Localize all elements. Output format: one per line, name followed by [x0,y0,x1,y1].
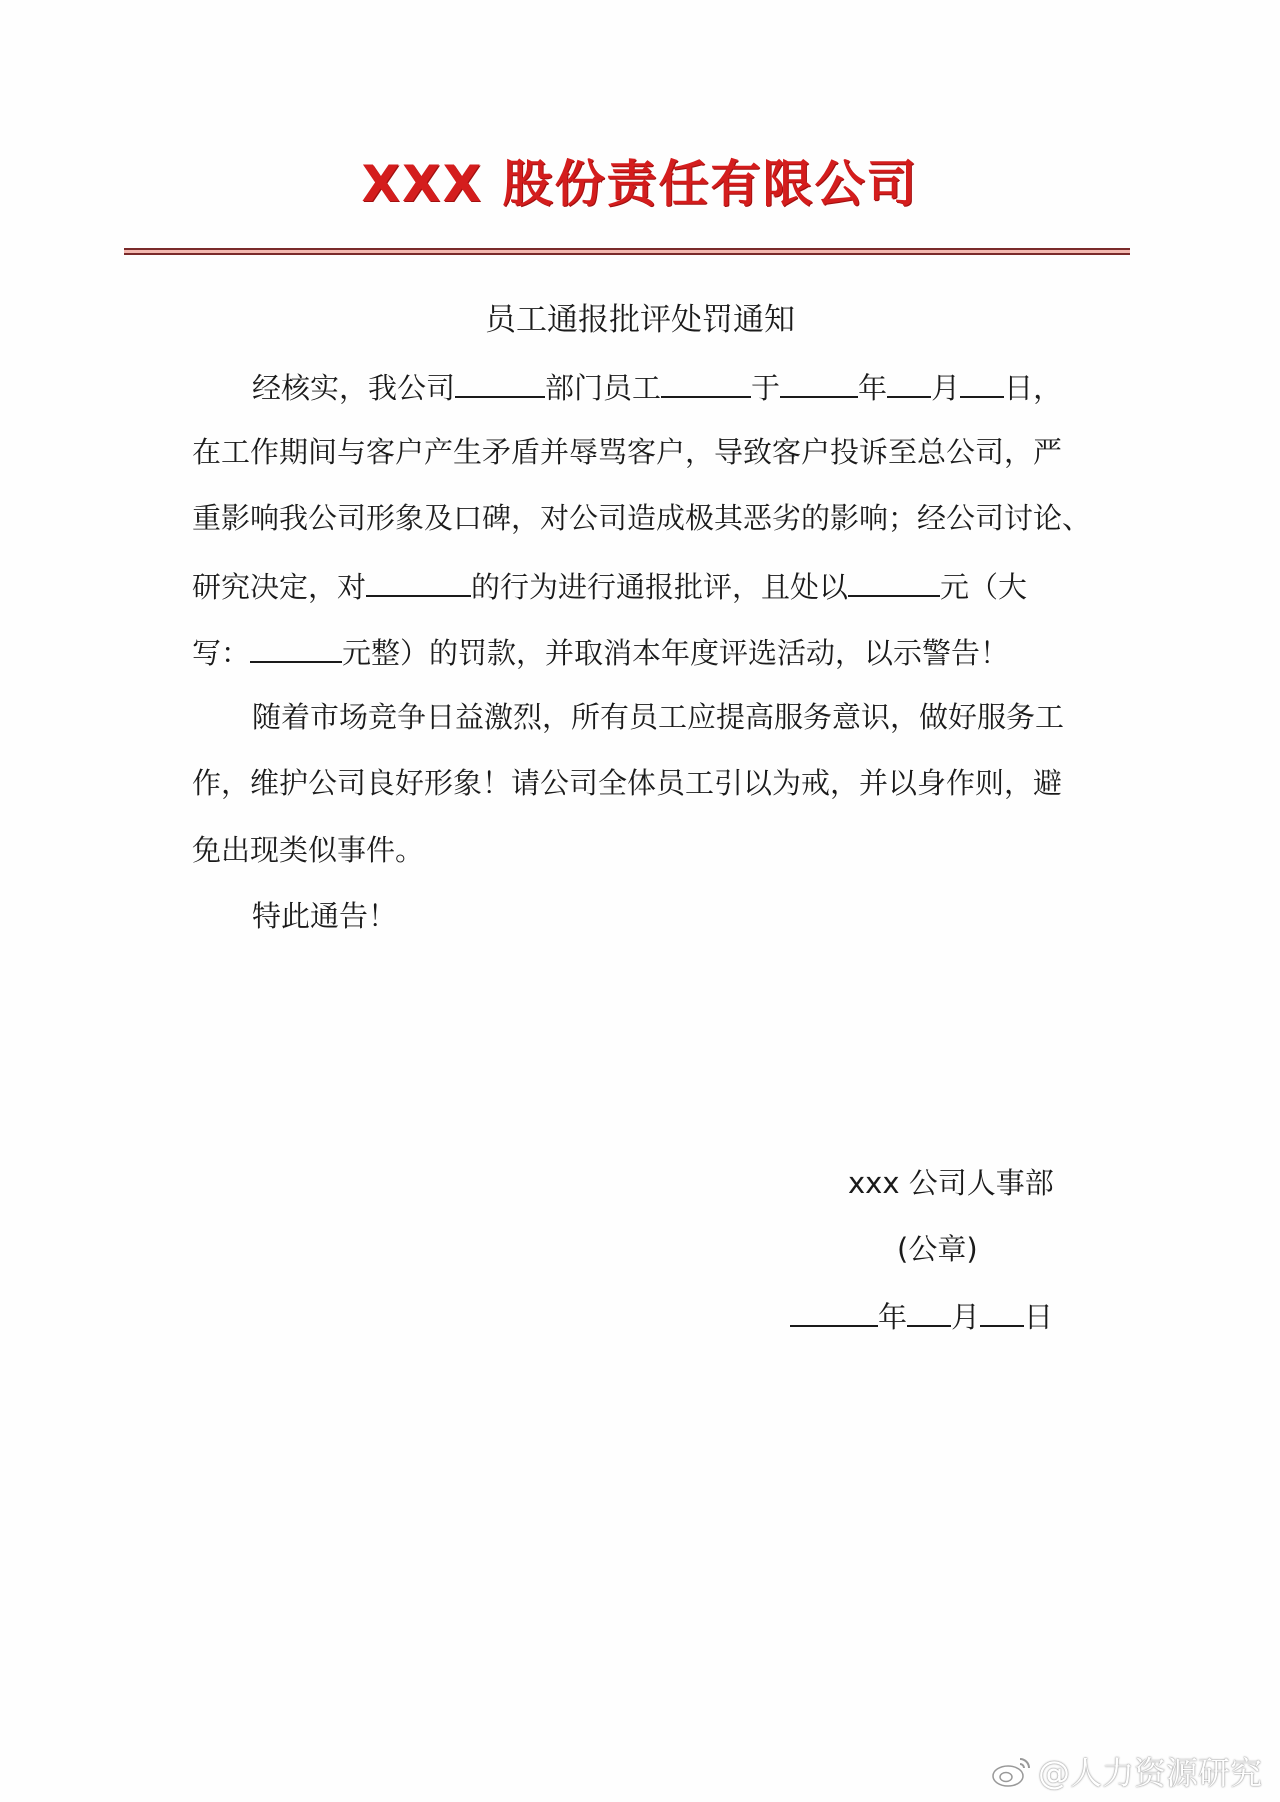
text: 的行为进行通报批评，且处以 [471,570,849,604]
paragraph2-line2: 作，维护公司良好形象！请公司全体员工引以为戒，并以身作则，避 [192,766,1063,800]
closing-line: 特此通告！ [252,899,398,933]
sign-year-blank[interactable] [790,1295,878,1327]
text: 年 [858,371,888,405]
text: 日， [1004,371,1063,405]
paragraph1-line5 [192,631,1009,673]
text: 研究决定，对 [192,570,367,604]
paragraph2-line1: 随着市场竞争日益激烈，所有员工应提高服务意识，做好服务工 [252,700,1065,734]
text: 元整）的罚款，并取消本年度评选活动，以示警告！ [342,636,1010,670]
signature-date [790,1295,1053,1337]
year-blank[interactable] [780,366,858,398]
fine-amount-blank[interactable] [848,565,940,597]
watermark [990,1748,1262,1794]
notice-title: 员工通报批评处罚通知 [485,302,795,338]
text: 月 [951,1300,981,1334]
paragraph1-line1 [252,366,1062,408]
person-blank[interactable] [366,565,471,597]
weibo-icon [990,1753,1034,1789]
text: 月 [931,371,961,405]
paragraph1-line3: 重影响我公司形象及口碑，对公司造成极其恶劣的影响；经公司讨论、 [192,501,1092,535]
day-blank[interactable] [960,366,1004,398]
fine-amount-uppercase-blank[interactable] [250,631,342,663]
signature-department: xxx 公司人事部 [848,1166,1054,1200]
text: 于 [751,371,781,405]
text: 经核实，我公司 [252,371,456,405]
text: 部门员工 [545,371,662,405]
month-blank[interactable] [887,366,931,398]
company-name: XXX 股份责任有限公司 [361,155,919,213]
text: 写： [192,636,251,670]
sign-month-blank[interactable] [907,1295,951,1327]
sign-day-blank[interactable] [980,1295,1024,1327]
text: 元（大 [940,570,1028,604]
paragraph1-line2: 在工作期间与客户产生矛盾并辱骂客户，导致客户投诉至总公司，严 [192,435,1063,469]
paragraph1-line4 [192,565,1027,607]
text: 年 [878,1300,908,1334]
paragraph2-line3: 免出现类似事件。 [192,833,425,867]
employee-name-blank[interactable] [661,366,751,398]
signature-seal: (公章) [897,1232,978,1266]
watermark-text: @人力资源研究 [1037,1754,1262,1792]
text: 日 [1024,1300,1054,1334]
header-double-rule [124,248,1130,255]
department-blank[interactable] [455,366,545,398]
